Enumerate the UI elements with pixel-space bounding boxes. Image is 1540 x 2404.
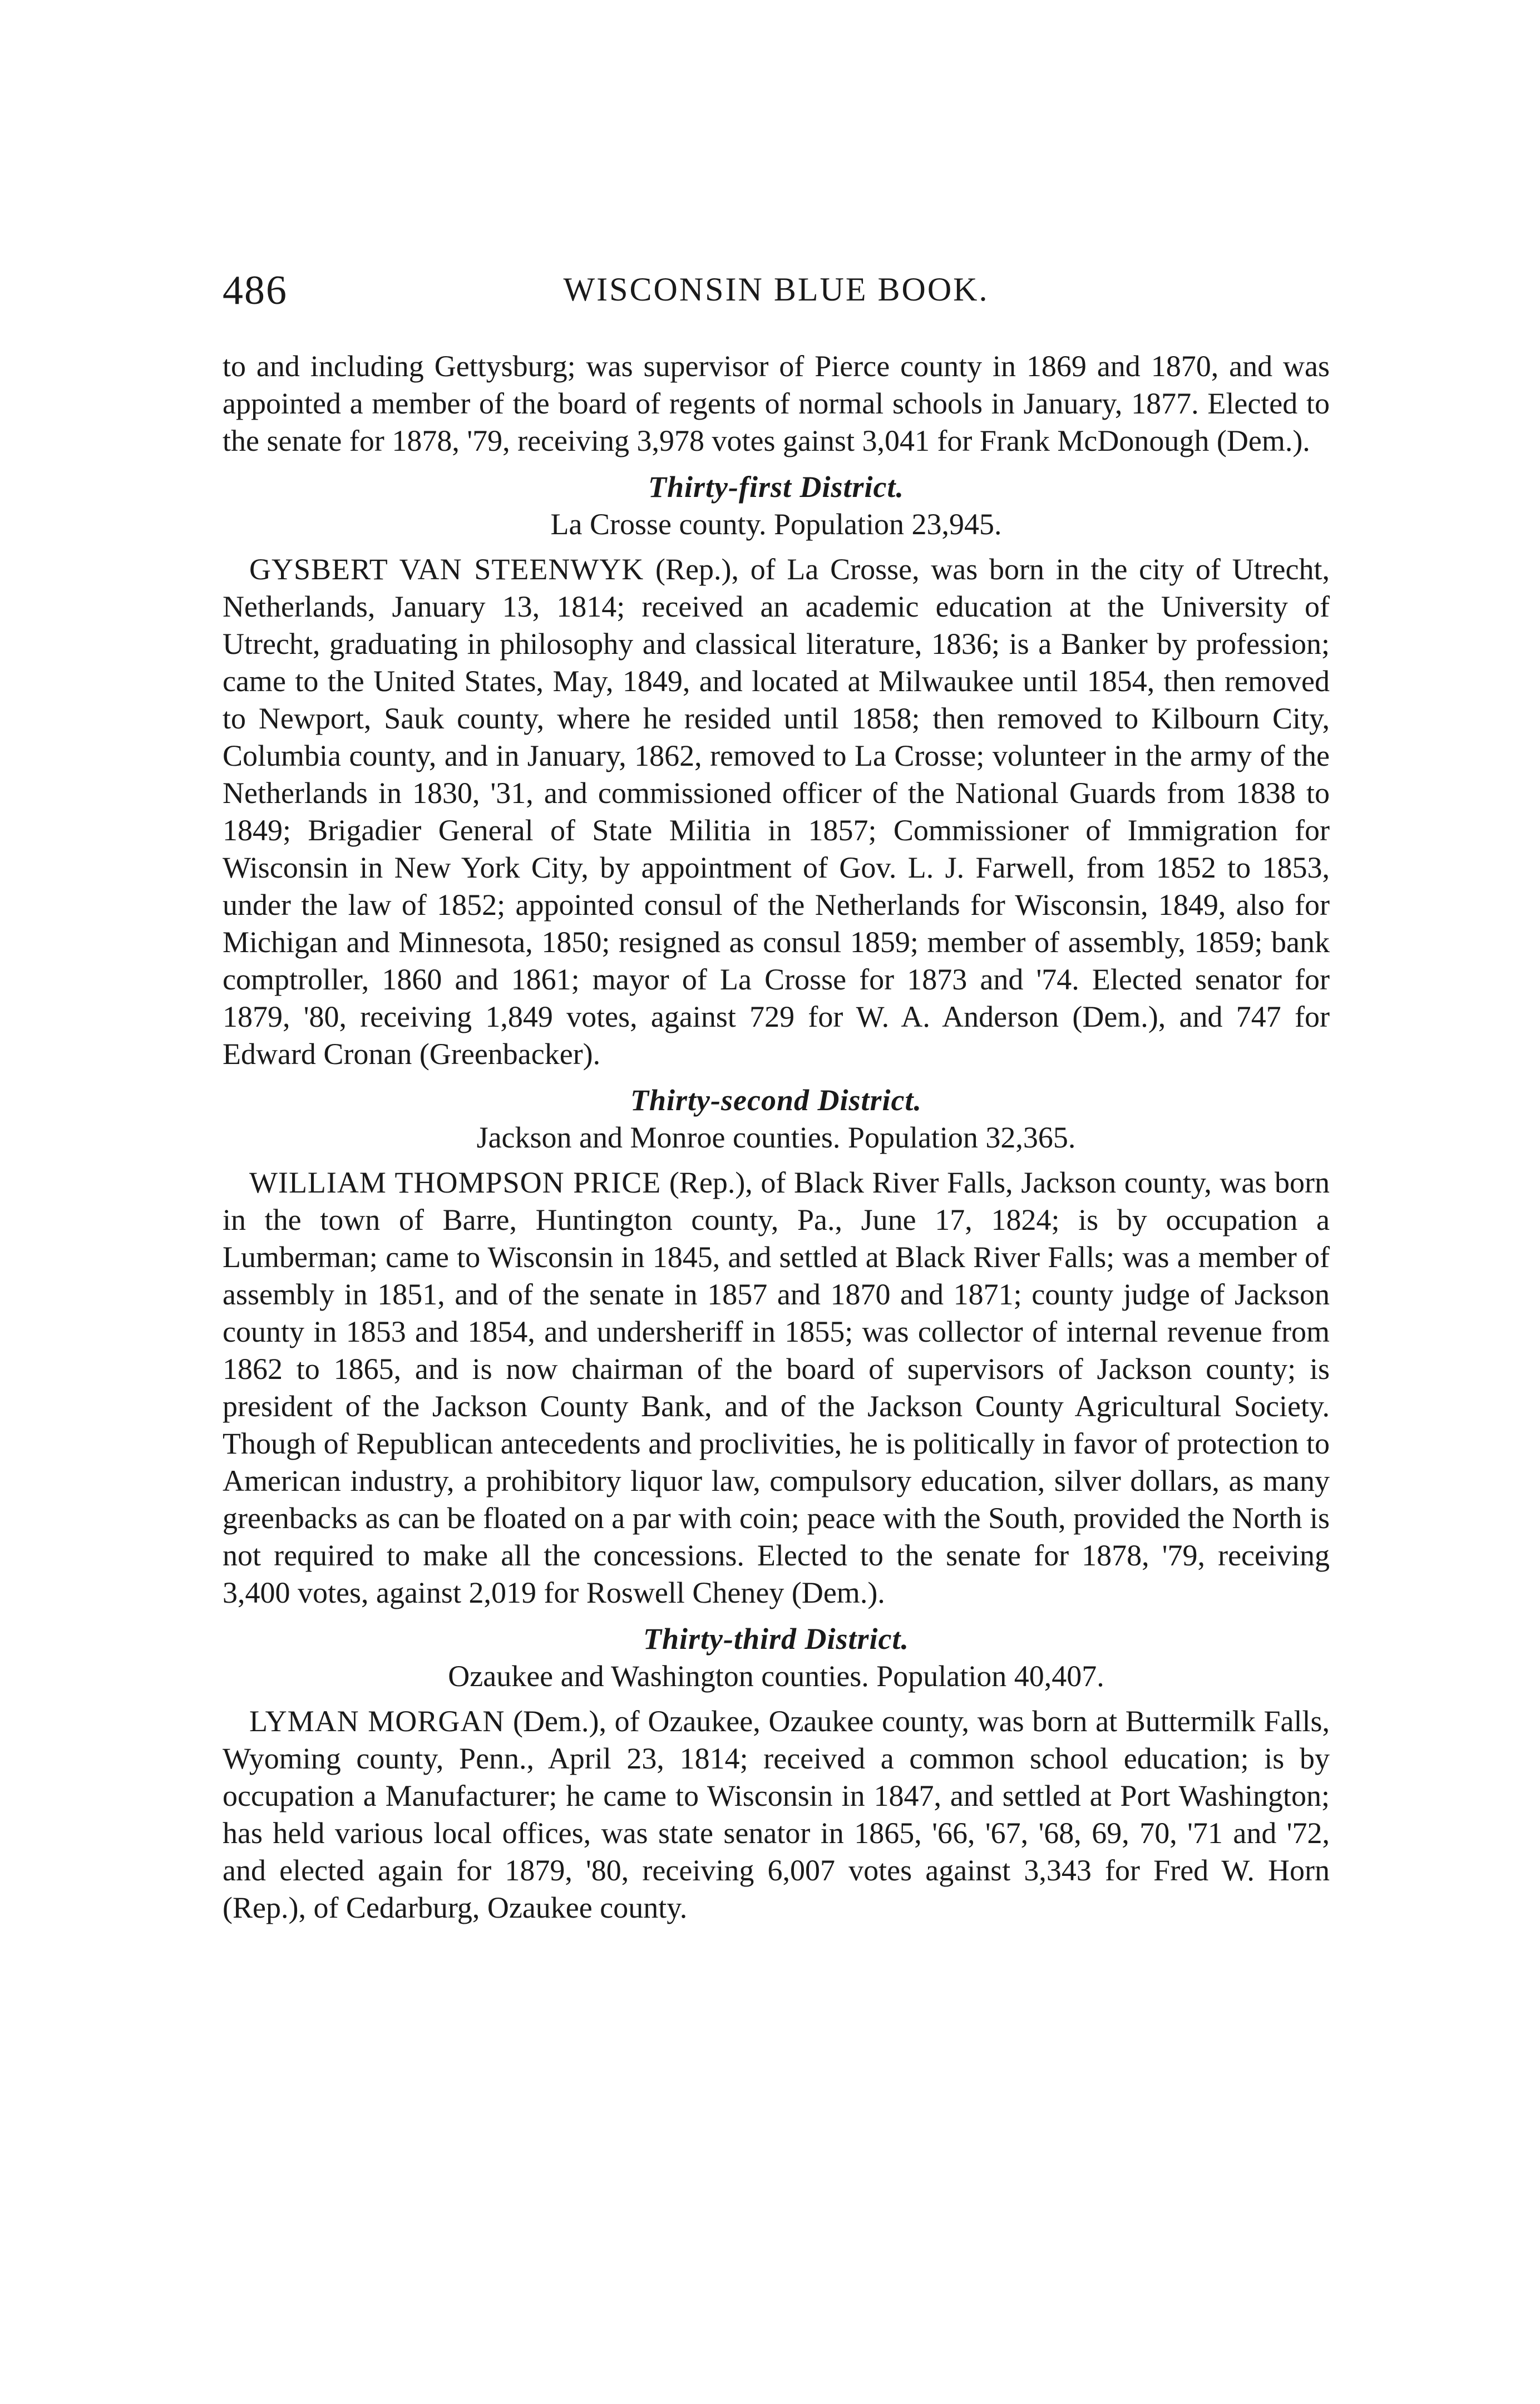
district-31-subtitle: La Crosse county. Population 23,945.: [550, 508, 1002, 541]
senator-bio-price: [223, 1164, 1330, 1612]
senator-name: LYMAN MORGAN: [249, 1705, 505, 1738]
senator-bio-van-steenwyk: [223, 551, 1330, 1073]
running-head: WISCONSIN BLUE BOOK.: [563, 271, 989, 308]
district-32-subtitle: Jackson and Monroe counties. Population 32,365.: [476, 1121, 1076, 1154]
district-33-subtitle: Ozaukee and Washington counties. Population 40,407.: [448, 1659, 1104, 1693]
senator-bio-morgan: [223, 1703, 1330, 1927]
page-number: 486: [223, 268, 288, 313]
district-31-title: Thirty-first District.: [648, 470, 904, 504]
page-body: [223, 348, 1330, 1932]
senator-name: WILLIAM THOMPSON PRICE: [249, 1166, 662, 1199]
district-33-title: Thirty-third District.: [643, 1622, 910, 1656]
senator-name: GYSBERT VAN STEENWYK: [249, 553, 644, 586]
senator-bio-text: (Dem.), of Ozaukee, Ozaukee county, was born at Buttermilk Falls, Wyoming county, Penn., April 23, 1814; received a common school education; is by occupation a Manufacturer; he came to Wisconsin in 1847, and settled at Port Washington; has held various local offices, was state senator in 1865, '66, '67, '68, 69, 70, '71 and '72, and elected again for 1879, '80, receiving 6,007 votes against 3,343 for Fred W. Horn (Rep.), of Cedarburg, Ozaukee county.: [223, 1705, 1330, 1924]
continued-paragraph: to and including Gettysburg; was supervisor of Pierce county in 1869 and 1870, and was appointed a member of the board of regents of normal schools in January, 1877. Elected to the senate for 1878, '79, receiving 3,978 votes gainst 3,041 for Frank McDonough (Dem.).: [223, 349, 1330, 457]
district-32-title: Thirty-second District.: [630, 1083, 922, 1117]
page-header: [223, 267, 1330, 317]
senator-bio-text: (Rep.), of La Crosse, was born in the city of Utrecht, Netherlands, January 13, 1814; received an academic education at the University of Utrecht, graduating in philosophy and classical literature, 1836; is a Banker by profession; came to the United States, May, 1849, and located at Milwaukee until 1854, then removed to Newport, Sauk county, where he resided until 1858; then removed to Kilbourn City, Columbia county, and in January, 1862, removed to La Crosse; volunteer in the army of the Netherlands in 1830, '31, and commissioned officer of the National Guards from 1838 to 1849; Brigadier General of State Militia in 1857; Commissioner of Immigration for Wisconsin in New York City, by appointment of Gov. L. J. Farwell, from 1852 to 1853, under the law of 1852; appointed consul of the Netherlands for Wisconsin, 1849, also for Michigan and Minnesota, 1850; resigned as consul 1859; member of assembly, 1859; bank comptroller, 1860 and 1861; mayor of La Crosse for 1873 and '74. Elected senator for 1879, '80, receiving 1,849 votes, against 729 for W. A. Anderson (Dem.), and 747 for Edward Cronan (Greenbacker).: [223, 553, 1330, 1071]
senator-bio-text: (Rep.), of Black River Falls, Jackson county, was born in the town of Barre, Huntington county, Pa., June 17, 1824; is by occupation a Lumberman; came to Wisconsin in 1845, and settled at Black River Falls; was a member of assembly in 1851, and of the senate in 1857 and 1870 and 1871; county judge of Jackson county in 1853 and 1854, and undersheriff in 1855; was collector of internal revenue from 1862 to 1865, and is now chairman of the board of supervisors of Jackson county; is president of the Jackson County Bank, and of the Jackson County Agricultural Society. Though of Republican antecedents and proclivities, he is politically in favor of protection to American industry, a prohibitory liquor law, compulsory education, silver dollars, as many greenbacks as can be floated on a par with coin; peace with the South, provided the North is not required to make all the concessions. Elected to the senate for 1878, '79, receiving 3,400 votes, against 2,019 for Roswell Cheney (Dem.).: [223, 1166, 1330, 1609]
